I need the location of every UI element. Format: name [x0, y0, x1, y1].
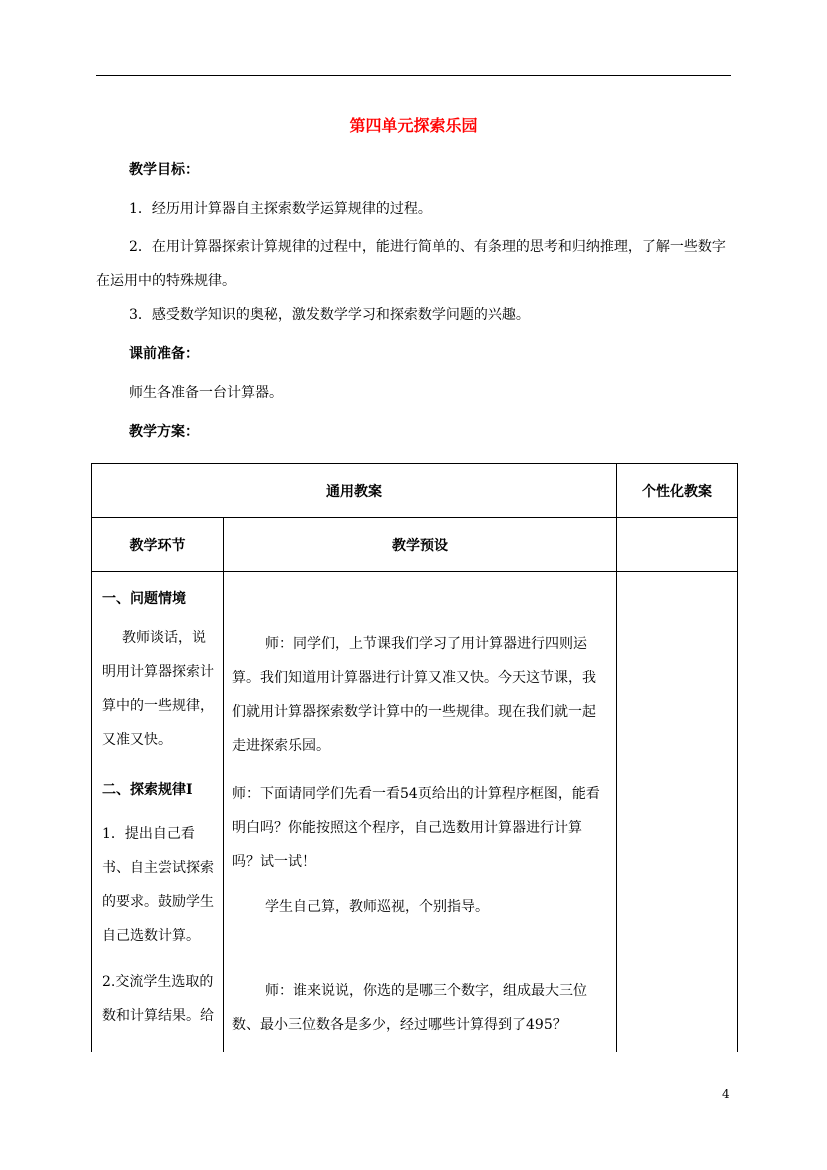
- objective-item: 2．在用计算器探索计算规律的过程中，能进行简单的、有条理的思考和归纳推理，了解一些数字在运用中的特殊规律。: [96, 239, 726, 289]
- header-rule: [96, 75, 731, 76]
- personal-cell: [617, 572, 738, 1053]
- col-stage-header: 教学环节: [92, 518, 224, 572]
- stage-cell: [92, 572, 224, 1053]
- page-title: 第四单元探索乐园: [349, 116, 478, 135]
- preset-para-2: 师：下面请同学们先看一看54页给出的计算程序框图，能看明白吗？你能按照这个程序，自己选数用计算器进行计算吗？试一试！: [232, 786, 600, 870]
- col-personal-empty: [617, 518, 738, 572]
- objective-item: 1．经历用计算器自主探索数学运算规律的过程。: [129, 201, 432, 217]
- page-number: 4: [722, 1087, 730, 1101]
- stage-item-2: 2.交流学生选取的数和计算结果。给: [102, 974, 214, 1024]
- header-general: 通用教案: [92, 464, 617, 518]
- preset-para-1: 师：同学们，上节课我们学习了用计算器进行四则运算。我们知道用计算器进行计算又准又快。今天这节课，我们就用计算器探索数学计算中的一些规律。现在我们就一起走进探索乐园。: [232, 636, 596, 754]
- preset-para-4: 师：谁来说说，你选的是哪三个数字，组成最大三位数、最小三位数各是多少，经过哪些计算得到了495？: [232, 983, 587, 1033]
- objective-item: 3．感受数学知识的奥秘，激发数学学习和探索数学问题的兴趣。: [129, 307, 530, 323]
- table-header-row: [92, 464, 738, 518]
- objectives-heading: 教学目标：: [129, 162, 199, 178]
- lesson-plan-table: [91, 463, 738, 1052]
- col-preset-header: 教学预设: [224, 518, 617, 572]
- plan-heading: 教学方案：: [129, 424, 199, 440]
- preparation-heading: 课前准备：: [129, 346, 199, 362]
- preset-para-3: 学生自己算，教师巡视，个别指导。: [265, 899, 489, 915]
- stage-desc-1: 教师谈话，说明用计算器探索计算中的一些规律，又准又快。: [102, 630, 214, 748]
- header-personal: 个性化教案: [617, 464, 738, 518]
- stage-item-1: 1．提出自己看书、自主尝试探索的要求。鼓励学生自己选数计算。: [102, 826, 214, 944]
- table-subheader-row: [92, 518, 738, 572]
- table-row: [92, 572, 738, 1053]
- stage-title-2: 二、探索规律Ⅰ: [102, 782, 193, 798]
- preset-cell: [224, 572, 617, 1053]
- preparation-text: 师生各准备一台计算器。: [129, 385, 283, 401]
- stage-title-1: 一、问题情境: [102, 591, 186, 607]
